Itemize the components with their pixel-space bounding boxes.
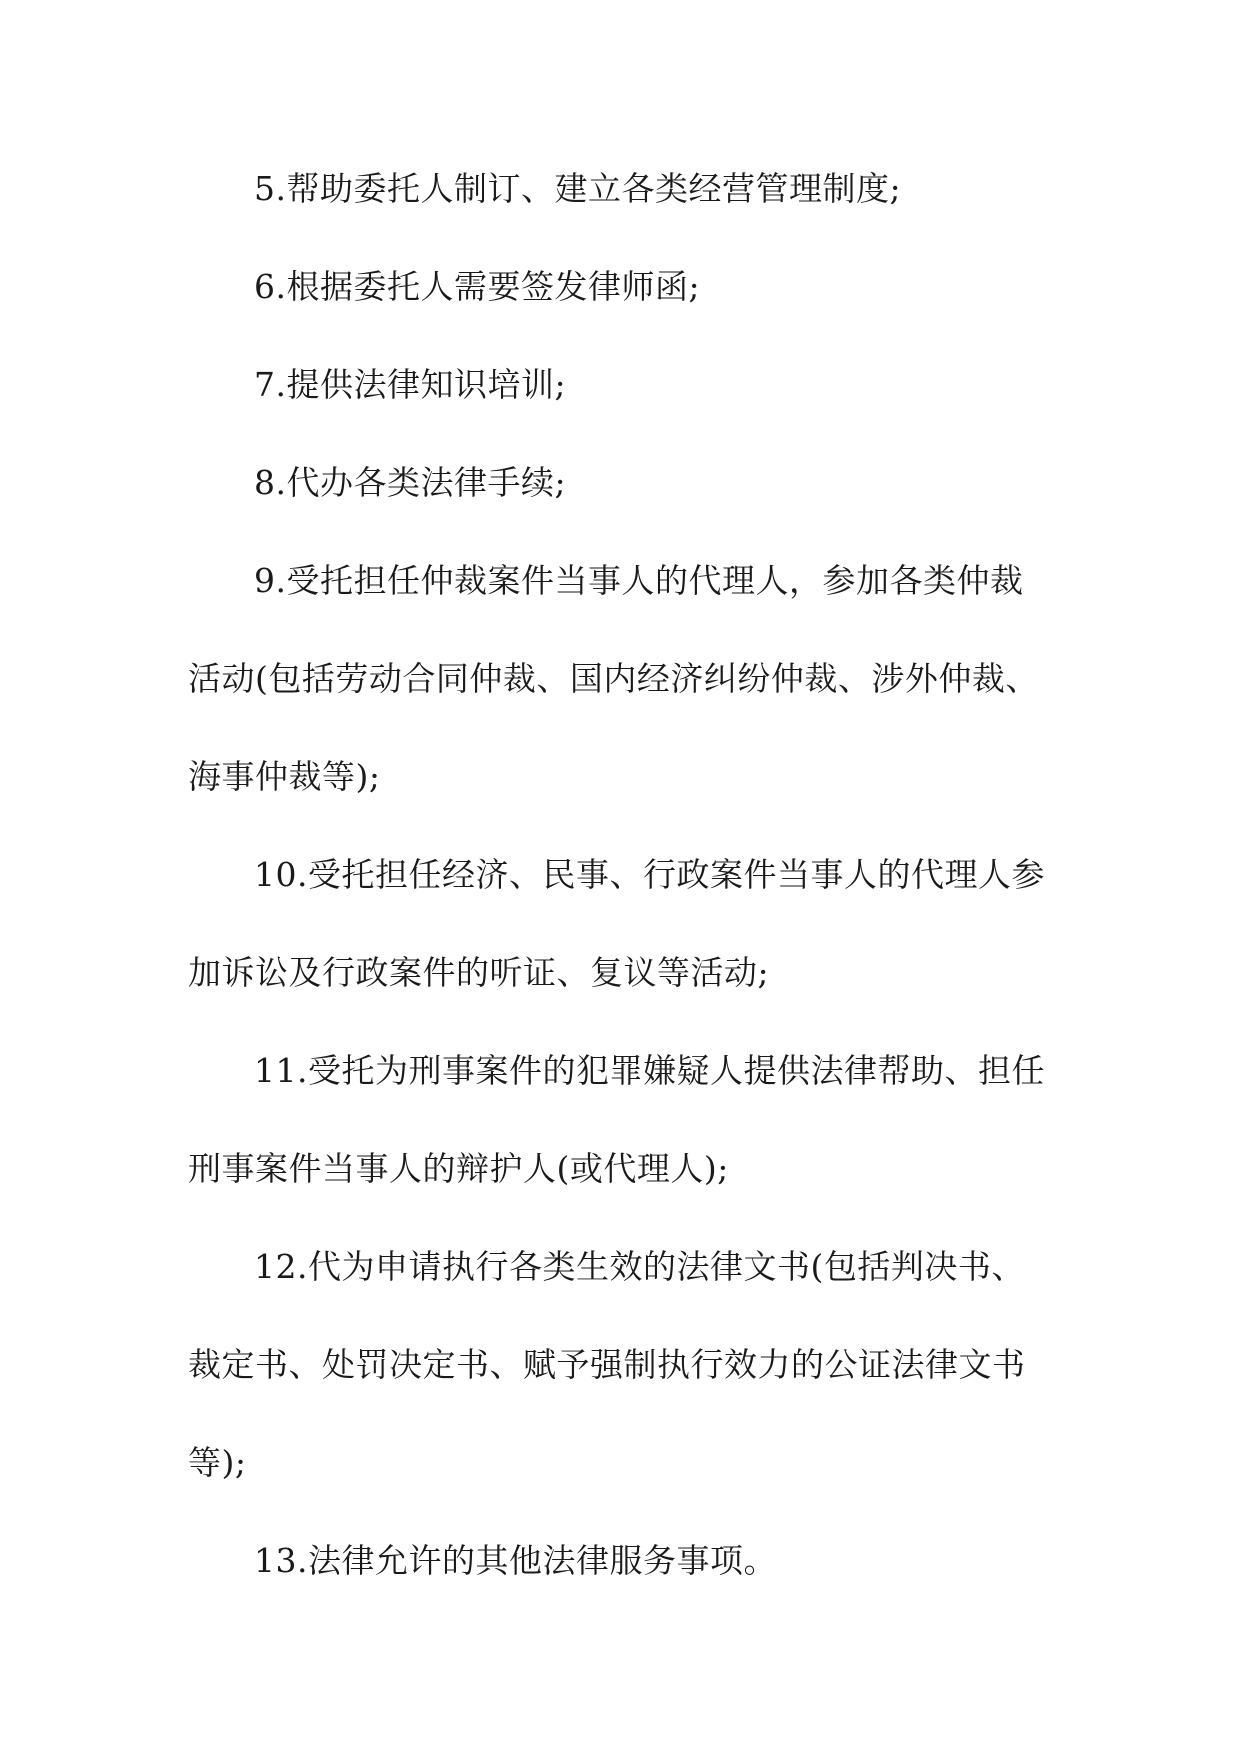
item-6-line-1: 6.根据委托人需要签发律师函; [254,267,701,306]
item-11-line-2: 刑事案件当事人的辩护人(或代理人); [188,1149,729,1188]
item-9-line-2: 活动(包括劳动合同仲裁、国内经济纠纷仲裁、涉外仲裁、 [188,659,1039,698]
list-item [188,1541,1058,1639]
list-item [188,1051,1058,1247]
item-12-line-1: 12.代为申请执行各类生效的法律文书(包括判决书、 [254,1247,1025,1286]
list-item [188,267,1058,365]
item-8-line-1: 8.代办各类法律手续; [254,463,567,502]
item-9-line-3: 海事仲裁等); [188,757,381,796]
item-12-line-2: 裁定书、处罚决定书、赋予强制执行效力的公证法律文书 [188,1345,1026,1384]
item-5-line-1: 5.帮助委托人制订、建立各类经营管理制度; [254,169,902,208]
item-9-line-1: 9.受托担任仲裁案件当事人的代理人，参加各类仲裁 [254,561,1024,600]
item-10-line-1: 10.受托担任经济、民事、行政案件当事人的代理人参 [254,855,1045,894]
item-12-line-3: 等); [188,1443,247,1482]
document-body [188,169,1058,1639]
list-item [188,365,1058,463]
item-13-line-1: 13.法律允许的其他法律服务事项。 [254,1541,777,1580]
list-item [188,1247,1058,1541]
list-item [188,855,1058,1051]
item-11-line-1: 11.受托为刑事案件的犯罪嫌疑人提供法律帮助、担任 [254,1051,1045,1090]
list-item [188,463,1058,561]
item-7-line-1: 7.提供法律知识培训; [254,365,567,404]
list-item [188,561,1058,855]
list-item [188,169,1058,267]
item-10-line-2: 加诉讼及行政案件的听证、复议等活动; [188,953,770,992]
